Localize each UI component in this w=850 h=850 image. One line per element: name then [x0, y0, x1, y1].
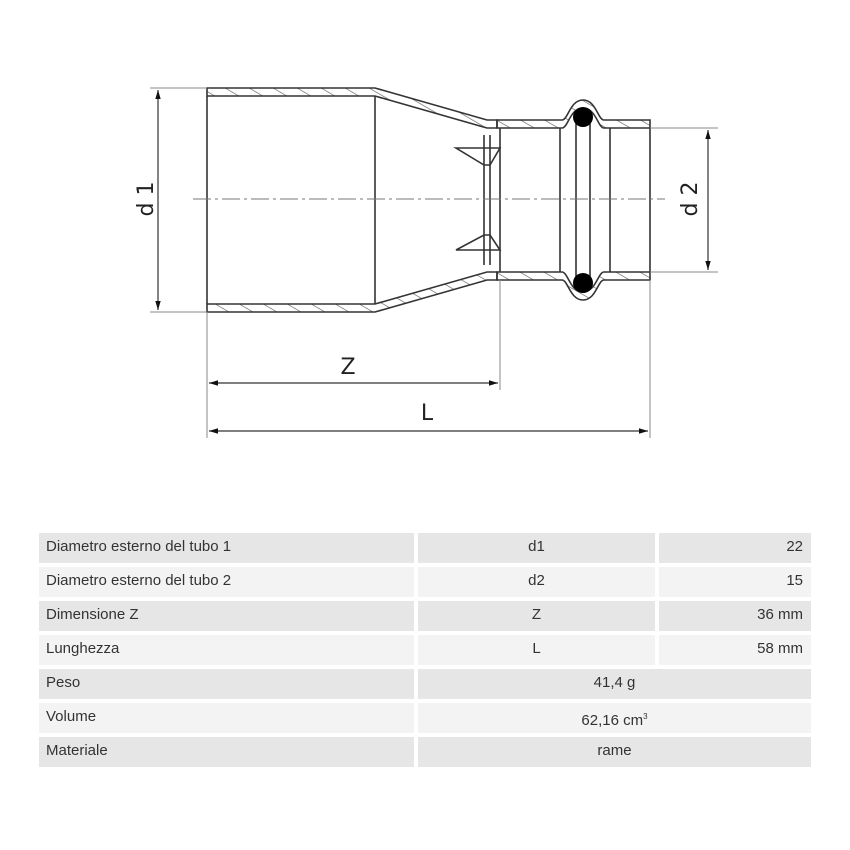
volume-unit-exponent: 3 [643, 712, 648, 721]
row-label: Peso [39, 669, 414, 699]
table-row [39, 669, 811, 699]
row-value: 36 mm [659, 601, 811, 631]
row-label: Diametro esterno del tubo 1 [39, 533, 414, 563]
table-row [39, 703, 811, 733]
row-symbol: d2 [418, 567, 655, 597]
table-row [39, 635, 811, 665]
table-row [39, 533, 811, 563]
row-label: Materiale [39, 737, 414, 767]
stop-tooth-top [456, 148, 500, 165]
row-merged-value: 41,4 g [418, 669, 811, 699]
left-bottom-wall [207, 272, 497, 312]
row-value: 22 [659, 533, 811, 563]
table-row [39, 601, 811, 631]
row-value: 15 [659, 567, 811, 597]
extension-lines [150, 88, 718, 438]
row-symbol: d1 [418, 533, 655, 563]
row-symbol: Z [418, 601, 655, 631]
z-label: Z [340, 355, 356, 380]
row-symbol: L [418, 635, 655, 665]
d2-label: d 2 [678, 181, 703, 217]
table-row [39, 737, 811, 767]
row-merged-value [418, 703, 811, 733]
volume-value: 62,16 cm [581, 712, 644, 729]
stop-tooth-bottom [456, 235, 500, 250]
row-label: Dimensione Z [39, 601, 414, 631]
table-row [39, 567, 811, 597]
row-label: Diametro esterno del tubo 2 [39, 567, 414, 597]
l-label: L [420, 401, 434, 426]
dimension-lines [158, 90, 708, 431]
row-label: Volume [39, 703, 414, 733]
row-label: Lunghezza [39, 635, 414, 665]
oring-bottom [573, 273, 593, 293]
oring-top [573, 107, 593, 127]
row-value: 58 mm [659, 635, 811, 665]
d1-label: d 1 [134, 181, 159, 217]
left-top-wall [207, 88, 497, 128]
row-merged-value: rame [418, 737, 811, 767]
